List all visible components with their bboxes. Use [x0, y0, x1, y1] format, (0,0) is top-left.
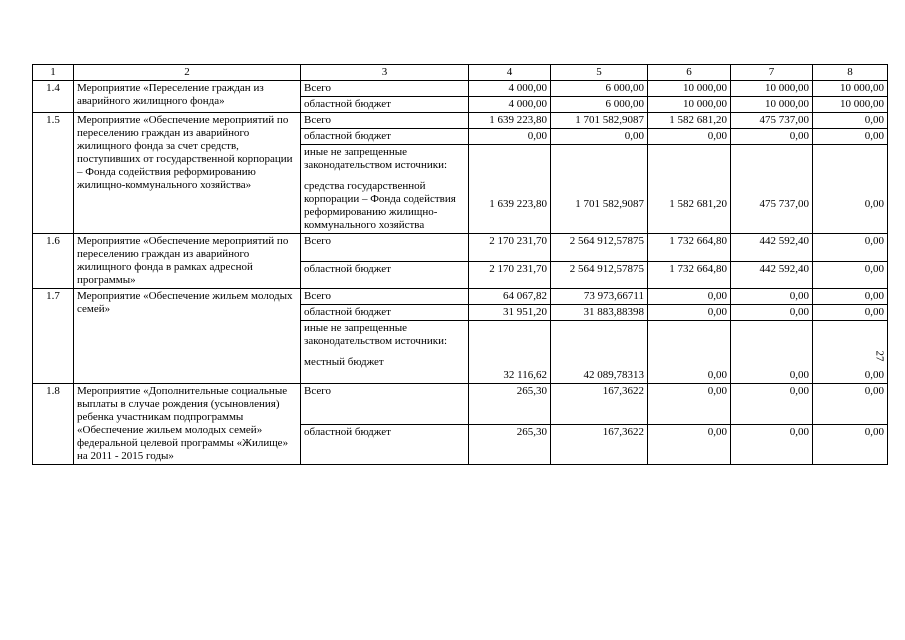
- page-number: 27: [873, 350, 886, 362]
- value: 2 564 912,57875: [569, 235, 644, 247]
- column-header: 1: [33, 65, 74, 81]
- value-cell: [813, 145, 888, 234]
- value-cell: [551, 305, 648, 321]
- value: 0,00: [789, 369, 809, 381]
- funding-source-cell: [301, 321, 469, 384]
- value: 32 116,62: [503, 369, 547, 381]
- value: 1 639 223,80: [489, 114, 547, 126]
- column-header: 7: [731, 65, 813, 81]
- value: 265,30: [516, 425, 547, 438]
- value-cell: [731, 321, 813, 384]
- value-cell: [731, 145, 813, 234]
- value: 0,00: [527, 130, 547, 142]
- value: 0,00: [707, 425, 727, 438]
- value: 475 737,00: [759, 114, 809, 126]
- funding-source-cell: [301, 289, 469, 305]
- value-cell: [469, 81, 551, 97]
- funding-source: областной бюджет: [304, 98, 391, 110]
- row-number: 1.5: [33, 113, 74, 234]
- funding-source-cell: [301, 424, 469, 465]
- value-cell: [731, 113, 813, 129]
- spacer: [554, 322, 644, 369]
- value: 0,00: [864, 130, 884, 142]
- value: 2 564 912,57875: [569, 262, 644, 275]
- measure-title: Мероприятие «Дополнительные социальные выплаты в случае рождения (усыновления) ребенка участникам подпрограммы «Обеспечение жильем молодых семей» федеральной целевой программы «Жилище» на 2011 - 2015 годы»: [74, 384, 301, 465]
- value: 0,00: [864, 235, 884, 247]
- spacer: [472, 146, 547, 198]
- value-cell: [813, 289, 888, 305]
- value: 2 170 231,70: [489, 235, 547, 247]
- value-cell: [731, 129, 813, 145]
- value-cell: [469, 261, 551, 289]
- value-cell: [551, 424, 648, 465]
- value-cell: [469, 289, 551, 305]
- value-cell: [551, 261, 648, 289]
- value: 4 000,00: [508, 98, 547, 110]
- column-header: 6: [648, 65, 731, 81]
- value: 10 000,00: [683, 98, 727, 110]
- table-row: [33, 234, 888, 262]
- row-number: 1.8: [33, 384, 74, 465]
- measure-title: Мероприятие «Переселение граждан из аварийного жилищного фонда»: [74, 81, 301, 113]
- value-cell: [551, 384, 648, 425]
- value: 0,00: [789, 306, 809, 318]
- value-cell: [731, 424, 813, 465]
- value: 442 592,40: [759, 262, 809, 275]
- value-cell: [648, 321, 731, 384]
- value-cell: [813, 129, 888, 145]
- value: 73 973,66711: [583, 290, 644, 302]
- funding-source: Всего: [304, 385, 331, 397]
- value-cell: [551, 97, 648, 113]
- value: 4 000,00: [508, 82, 547, 94]
- value-cell: [469, 384, 551, 425]
- value: 64 067,82: [503, 290, 547, 302]
- value-cell: [813, 384, 888, 425]
- value-cell: [469, 145, 551, 234]
- value-cell: [731, 81, 813, 97]
- value-cell: [731, 289, 813, 305]
- column-header: 8: [813, 65, 888, 81]
- funding-source-detail: средства государственной корпорации – Фонда содействия реформированию жилищно-коммунального хозяйства: [304, 180, 456, 231]
- value-cell: [813, 97, 888, 113]
- spacer: [651, 322, 727, 369]
- value: 1 701 582,9087: [575, 198, 644, 210]
- value: 42 089,78313: [583, 369, 644, 381]
- value-cell: [813, 234, 888, 262]
- value: 1 639 223,80: [489, 198, 547, 210]
- value-cell: [648, 129, 731, 145]
- value: 0,00: [789, 290, 809, 302]
- value-cell: [469, 129, 551, 145]
- value: 6 000,00: [605, 82, 644, 94]
- spacer: [734, 146, 809, 198]
- row-number: 1.4: [33, 81, 74, 113]
- value-cell: [469, 97, 551, 113]
- value-cell: [731, 305, 813, 321]
- value: 0,00: [864, 262, 884, 275]
- funding-source-cell: [301, 97, 469, 113]
- value: 167,3622: [602, 385, 644, 397]
- funding-source: Всего: [304, 235, 331, 247]
- measure-title: Мероприятие «Обеспечение мероприятий по переселению граждан из аварийного жилищного фонда в рамках адресной программы»: [74, 234, 301, 289]
- value-cell: [648, 305, 731, 321]
- funding-source: Всего: [304, 290, 331, 302]
- value: 0,00: [707, 290, 727, 302]
- value: 0,00: [864, 306, 884, 318]
- spacer: [304, 172, 465, 180]
- value-cell: [648, 113, 731, 129]
- funding-source: областной бюджет: [304, 130, 391, 142]
- value: 0,00: [864, 114, 884, 126]
- funding-source-cell: [301, 384, 469, 425]
- value: 2 170 231,70: [489, 262, 547, 275]
- value: 0,00: [707, 306, 727, 318]
- column-header: 2: [74, 65, 301, 81]
- value-cell: [469, 113, 551, 129]
- funding-source: Всего: [304, 82, 331, 94]
- value: 10 000,00: [765, 98, 809, 110]
- value-cell: [551, 129, 648, 145]
- value: 0,00: [789, 425, 809, 438]
- funding-source: Всего: [304, 114, 331, 126]
- value: 475 737,00: [759, 198, 809, 210]
- value-cell: [648, 234, 731, 262]
- funding-source-cell: [301, 234, 469, 262]
- funding-source-cell: [301, 113, 469, 129]
- value: 10 000,00: [840, 98, 884, 110]
- value: 1 582 681,20: [669, 198, 727, 210]
- value-cell: [813, 261, 888, 289]
- value: 265,30: [516, 385, 547, 397]
- value-cell: [813, 113, 888, 129]
- funding-source-detail: местный бюджет: [304, 356, 384, 368]
- value: 1 732 664,80: [669, 235, 727, 247]
- value: 442 592,40: [759, 235, 809, 247]
- measure-title: Мероприятие «Обеспечение мероприятий по переселению граждан из аварийного жилищного фонда за счет средств, поступивших от государственной корпорации – Фонда содействия реформированию жилищно-коммунального хозяйства»: [74, 113, 301, 234]
- table-row: [33, 289, 888, 305]
- header-row: [33, 65, 888, 81]
- value: 31 883,88398: [583, 306, 644, 318]
- funding-source: иные не запрещенные законодательством источники:: [304, 322, 448, 347]
- value-cell: [551, 81, 648, 97]
- value: 6 000,00: [605, 98, 644, 110]
- row-number: 1.6: [33, 234, 74, 289]
- table-row: [33, 113, 888, 129]
- value: 0,00: [864, 369, 884, 381]
- value: 0,00: [864, 198, 884, 210]
- funding-source-cell: [301, 145, 469, 234]
- spacer: [472, 322, 547, 369]
- value-cell: [731, 261, 813, 289]
- funding-source: иные не запрещенные законодательством источники:: [304, 146, 448, 171]
- spacer: [816, 146, 884, 198]
- value-cell: [648, 384, 731, 425]
- spacer: [304, 348, 465, 356]
- value-cell: [648, 261, 731, 289]
- value: 0,00: [789, 385, 809, 397]
- value: 0,00: [864, 290, 884, 302]
- value: 0,00: [864, 385, 884, 397]
- value: 10 000,00: [765, 82, 809, 94]
- budget-table: [32, 64, 888, 465]
- value-cell: [551, 145, 648, 234]
- value-cell: [731, 234, 813, 262]
- funding-source: областной бюджет: [304, 262, 391, 275]
- value-cell: [813, 424, 888, 465]
- value-cell: [551, 234, 648, 262]
- value-cell: [648, 424, 731, 465]
- value-cell: [551, 321, 648, 384]
- value-cell: [731, 97, 813, 113]
- table-row: [33, 384, 888, 425]
- value: 1 732 664,80: [669, 262, 727, 275]
- funding-source: областной бюджет: [304, 306, 391, 318]
- value: 0,00: [624, 130, 644, 142]
- value-cell: [648, 145, 731, 234]
- funding-source: областной бюджет: [304, 425, 391, 438]
- value-cell: [551, 289, 648, 305]
- value-cell: [551, 113, 648, 129]
- value: 167,3622: [602, 425, 644, 438]
- value: 1 582 681,20: [669, 114, 727, 126]
- spacer: [734, 322, 809, 369]
- value: 0,00: [789, 130, 809, 142]
- column-header: 4: [469, 65, 551, 81]
- value: 1 701 582,9087: [575, 114, 644, 126]
- funding-source-cell: [301, 81, 469, 97]
- value-cell: [648, 81, 731, 97]
- spacer: [651, 146, 727, 198]
- funding-source-cell: [301, 305, 469, 321]
- value: 0,00: [707, 369, 727, 381]
- row-number: 1.7: [33, 289, 74, 384]
- value-cell: [648, 289, 731, 305]
- value: 0,00: [864, 425, 884, 438]
- value: 0,00: [707, 385, 727, 397]
- value-cell: [469, 234, 551, 262]
- measure-title: Мероприятие «Обеспечение жильем молодых семей»: [74, 289, 301, 384]
- value: 10 000,00: [683, 82, 727, 94]
- spacer: [554, 146, 644, 198]
- value-cell: [648, 97, 731, 113]
- value-cell: [813, 305, 888, 321]
- value-cell: [731, 384, 813, 425]
- value: 10 000,00: [840, 82, 884, 94]
- spacer: [816, 322, 884, 369]
- funding-source-cell: [301, 129, 469, 145]
- value-cell: [469, 424, 551, 465]
- funding-source-cell: [301, 261, 469, 289]
- value-cell: [469, 321, 551, 384]
- value-cell: [469, 305, 551, 321]
- value: 0,00: [707, 130, 727, 142]
- column-header: 5: [551, 65, 648, 81]
- value-cell: [813, 81, 888, 97]
- column-header: 3: [301, 65, 469, 81]
- value: 31 951,20: [503, 306, 547, 318]
- table-row: [33, 81, 888, 97]
